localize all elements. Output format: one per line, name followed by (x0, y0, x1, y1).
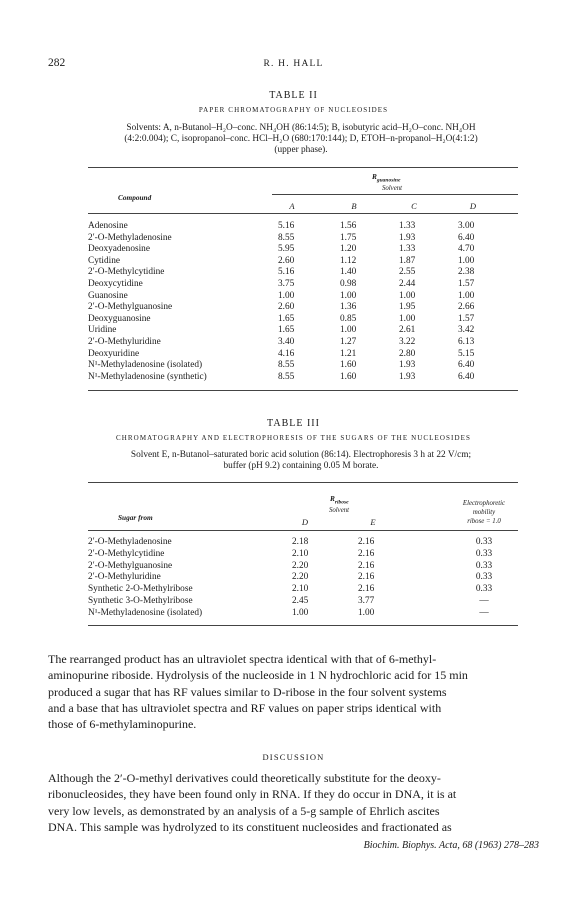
mobility-value: — (479, 607, 489, 618)
table2-col-b: B (351, 201, 357, 211)
rf-value-e: 2.16 (358, 572, 375, 583)
sugar-name: 2′-O-Methylguanosine (88, 560, 173, 571)
rf-value-e: 2.16 (358, 537, 375, 547)
journal-citation-footer: Biochim. Biophys. Acta, 68 (1963) 278–283 (363, 840, 539, 851)
table3-rf-header: $R_{ribose}$ (330, 494, 349, 506)
table2-solvent-rule (272, 194, 518, 195)
table2-solvent-note-3: (upper phase). (274, 145, 328, 155)
rf-value-d: 2.45 (292, 596, 309, 606)
table-row (0, 549, 587, 559)
table-row (0, 325, 587, 335)
rf-value-b: 1.75 (340, 232, 357, 243)
table-row (0, 256, 587, 266)
table2-col-c: C (411, 201, 417, 211)
table3-col-d: D (301, 517, 309, 527)
compound-name: Uridine (88, 325, 117, 336)
rf-value-b: 1.27 (340, 337, 357, 347)
paragraph-discussion (48, 770, 556, 835)
table-row (0, 244, 587, 254)
paragraph1-line: and a base that has ultraviolet spectra and RF values on paper strips identical with (48, 700, 442, 715)
table2-subcaption: PAPER CHROMATOGRAPHY OF NUCLEOSIDES (198, 106, 389, 114)
rf-value-c: 1.93 (399, 360, 416, 371)
table2-compound-header: Compound (118, 193, 152, 202)
rf-value-b: 1.60 (340, 371, 357, 382)
sugar-name: Synthetic 2-O-Methylribose (88, 584, 193, 595)
table3-caption: TABLE III (267, 418, 320, 429)
table-row (0, 314, 587, 324)
table-row (0, 596, 587, 606)
table3-solvent-note-2: buffer (pH 9.2) containing 0.05 M borate. (223, 461, 379, 471)
mobility-value: 0.33 (475, 537, 493, 547)
table-row (0, 572, 587, 582)
rf-value-a: 2.60 (278, 302, 295, 313)
rf-value-d: 2.20 (292, 572, 309, 583)
sugar-name: 2′-O-Methylcytidine (88, 548, 165, 559)
rf-value-b: 0.98 (340, 279, 357, 289)
paragraph2-line: very low levels, as demonstrated by an analysis of a 5-g sample of Ehrlich ascites (48, 803, 440, 818)
table-row (0, 372, 587, 382)
table-row (0, 267, 587, 277)
table-row (0, 584, 587, 594)
table-row (0, 337, 587, 347)
rf-value-d: 1.00 (292, 607, 309, 618)
table2-col-d: D (469, 201, 477, 211)
table3-subcaption: CHROMATOGRAPHY AND ELECTROPHORESIS OF THE SUGARS OF THE NUCLEOSIDES (115, 434, 472, 442)
table3-col-e: E (370, 517, 376, 527)
mobility-value: 0.33 (475, 548, 493, 559)
rf-value-d: 6.40 (458, 371, 475, 382)
rf-value-b: 1.21 (340, 348, 357, 359)
rf-value-b: 1.60 (340, 360, 357, 371)
rf-value-d: 2.10 (292, 548, 309, 559)
rf-value-a: 5.16 (278, 267, 295, 278)
table2-solvent-note-1: Solvents: A, n-Butanol–H₂O–conc. NH₄OH (86:14:5); B, isobutyric acid–H₂O–conc. NH₄OH (126, 123, 476, 133)
paragraph2-line: DNA. This sample was hydrolyzed to its constituent nucleosides and fractionated as (48, 819, 452, 834)
table3-bottom-rule (88, 625, 518, 626)
table-row (0, 302, 587, 312)
paragraph1-line: aminopurine riboside. Hydrolysis of the nucleoside in 1 N hydrochloric acid for 15 min (48, 668, 468, 683)
rf-value-a: 3.40 (278, 337, 295, 347)
mobility-value: 0.33 (475, 560, 493, 571)
page-number: 282 (48, 57, 66, 69)
rf-value-e: 2.16 (358, 548, 375, 559)
paragraph2-line: Although the 2′-O-methyl derivatives could theoretically substitute for the deoxy- (48, 771, 441, 785)
rf-value-a: 1.65 (278, 325, 295, 336)
rf-value-b: 1.36 (340, 302, 357, 313)
rf-value-c: 3.22 (399, 337, 416, 347)
table2-bottom-rule (88, 390, 518, 391)
rf-value-c: 1.87 (399, 255, 416, 266)
rf-value-e: 2.16 (358, 560, 375, 571)
rf-value-b: 1.20 (340, 244, 357, 255)
rf-value-b: 1.00 (340, 290, 357, 301)
table-row (0, 349, 587, 359)
table3-header-rule (88, 530, 518, 531)
running-header-author: R. H. HALL (263, 59, 324, 69)
rf-value-d: 1.00 (458, 290, 475, 301)
rf-value-c: 2.80 (399, 348, 416, 359)
rf-value-c: 2.55 (399, 267, 416, 278)
compound-name: 2′-O-Methylcytidine (88, 267, 165, 278)
table3-mobility-header-2: mobility (472, 509, 496, 516)
rf-value-a: 1.00 (278, 290, 295, 301)
sugar-name: N¹-Methyladenosine (isolated) (88, 607, 203, 618)
rf-value-d: 2.38 (458, 267, 475, 278)
sugar-name: Synthetic 3-O-Methylribose (88, 596, 193, 606)
rf-value-d: 4.70 (458, 244, 475, 255)
table-row (0, 360, 587, 370)
rf-value-c: 2.44 (399, 279, 416, 289)
rf-value-c: 1.00 (399, 313, 416, 324)
table2-solvent-header: Solvent (382, 185, 403, 192)
rf-value-b: 1.00 (340, 325, 357, 336)
paragraph2-line: ribonucleosides, they have been found only in RNA. If they do occur in DNA, it is at (48, 787, 457, 802)
rf-value-d: 1.00 (458, 255, 475, 266)
compound-name: Adenosine (88, 221, 128, 231)
rf-value-a: 8.55 (278, 360, 295, 371)
sugar-name: 2′-O-Methyluridine (88, 572, 161, 583)
table2-col-a: A (289, 201, 295, 211)
rf-value-a: 8.55 (278, 371, 295, 382)
rf-value-c: 2.61 (399, 325, 416, 336)
sugar-name: 2′-O-Methyladenosine (88, 537, 172, 547)
compound-name: 2′-O-Methyladenosine (88, 232, 172, 243)
rf-value-d: 3.42 (458, 325, 475, 336)
rf-value-d: 3.00 (458, 221, 475, 231)
rf-value-a: 5.16 (278, 221, 295, 231)
table3-solvent-note-1: Solvent E, n-Butanol–saturated boric acid solution (86:14). Electrophoresis 3 h at 22 V/cm; (130, 450, 472, 460)
table-row (0, 279, 587, 289)
paragraph1-line: produced a sugar that has RF values similar to D-ribose in the four solvent systems (48, 684, 447, 699)
rf-value-d: 2.66 (458, 302, 475, 313)
rf-value-d: 6.40 (458, 232, 475, 243)
rf-value-e: 3.77 (358, 596, 375, 606)
compound-name: Cytidine (88, 255, 121, 266)
table2-top-rule (88, 167, 518, 168)
compound-name: Deoxycytidine (88, 279, 143, 289)
paragraph1-line: The rearranged product has an ultraviolet spectra identical with that of 6-methyl- (48, 652, 437, 666)
rf-value-a: 4.16 (278, 348, 295, 359)
mobility-value: 0.33 (475, 584, 493, 595)
paragraph1-line: those of 6-methylaminopurine. (48, 717, 197, 732)
paragraph-rearranged-product (48, 651, 556, 732)
rf-value-b: 1.40 (340, 267, 357, 278)
rf-value-e: 2.16 (358, 584, 375, 595)
rf-value-c: 1.93 (399, 232, 416, 243)
table3-solvent-header: Solvent (329, 507, 350, 514)
rf-value-c: 1.00 (399, 290, 416, 301)
mobility-value: 0.33 (475, 572, 493, 583)
rf-value-a: 8.55 (278, 232, 295, 243)
table2-rf-header: $R_{guanosine}$ (372, 172, 401, 184)
rf-value-d: 6.13 (458, 337, 475, 347)
rf-value-d: 2.18 (292, 537, 309, 547)
rf-value-a: 5.95 (278, 244, 295, 255)
rf-value-d: 2.10 (292, 584, 309, 595)
table2-header-rule (88, 213, 518, 214)
rf-value-a: 1.65 (278, 313, 295, 324)
rf-value-c: 1.95 (399, 302, 416, 313)
table3-mobility-header-1: Electrophoretic (462, 500, 506, 507)
compound-name: Deoxyuridine (88, 348, 140, 359)
compound-name: N¹-Methyladenosine (synthetic) (88, 371, 207, 382)
rf-value-b: 0.85 (340, 313, 357, 324)
compound-name: Guanosine (88, 290, 128, 301)
rf-value-d: 2.20 (292, 560, 309, 571)
table-row (0, 537, 587, 547)
table3-sugar-header: Sugar from (118, 513, 153, 522)
rf-value-d: 1.57 (458, 279, 475, 289)
rf-value-b: 1.12 (340, 255, 357, 266)
compound-name: 2′-O-Methyluridine (88, 337, 161, 347)
rf-value-c: 1.33 (399, 244, 416, 255)
table2-solvent-note-2: (4:2:0.004); C, isopropanol–conc. HCl–H₂O (680:170:144); D, ETOH–n-propanol–H₂O(4:1:2) (124, 134, 478, 144)
table3-mobility-header-3: ribose = 1.0 (467, 518, 501, 525)
rf-value-b: 1.56 (340, 221, 357, 231)
table-row (0, 221, 587, 231)
rf-value-e: 1.00 (358, 607, 375, 618)
rf-value-a: 2.60 (278, 255, 295, 266)
table-row (0, 608, 587, 618)
rf-value-c: 1.93 (399, 371, 416, 382)
table-row (0, 291, 587, 301)
table3-top-rule (88, 482, 518, 483)
compound-name: 2′-O-Methylguanosine (88, 302, 173, 313)
table-row (0, 561, 587, 571)
rf-value-c: 1.33 (399, 221, 416, 231)
rf-value-d: 6.40 (458, 360, 475, 371)
table2-caption: TABLE II (269, 90, 318, 101)
compound-name: N¹-Methyladenosine (isolated) (88, 360, 203, 371)
compound-name: Deoxyguanosine (88, 313, 151, 324)
discussion-heading: DISCUSSION (262, 752, 325, 762)
rf-value-d: 1.57 (458, 313, 475, 324)
table-row (0, 233, 587, 243)
compound-name: Deoxyadenosine (88, 244, 150, 255)
rf-value-d: 5.15 (458, 348, 475, 359)
mobility-value: — (479, 596, 489, 606)
rf-value-a: 3.75 (278, 279, 295, 289)
